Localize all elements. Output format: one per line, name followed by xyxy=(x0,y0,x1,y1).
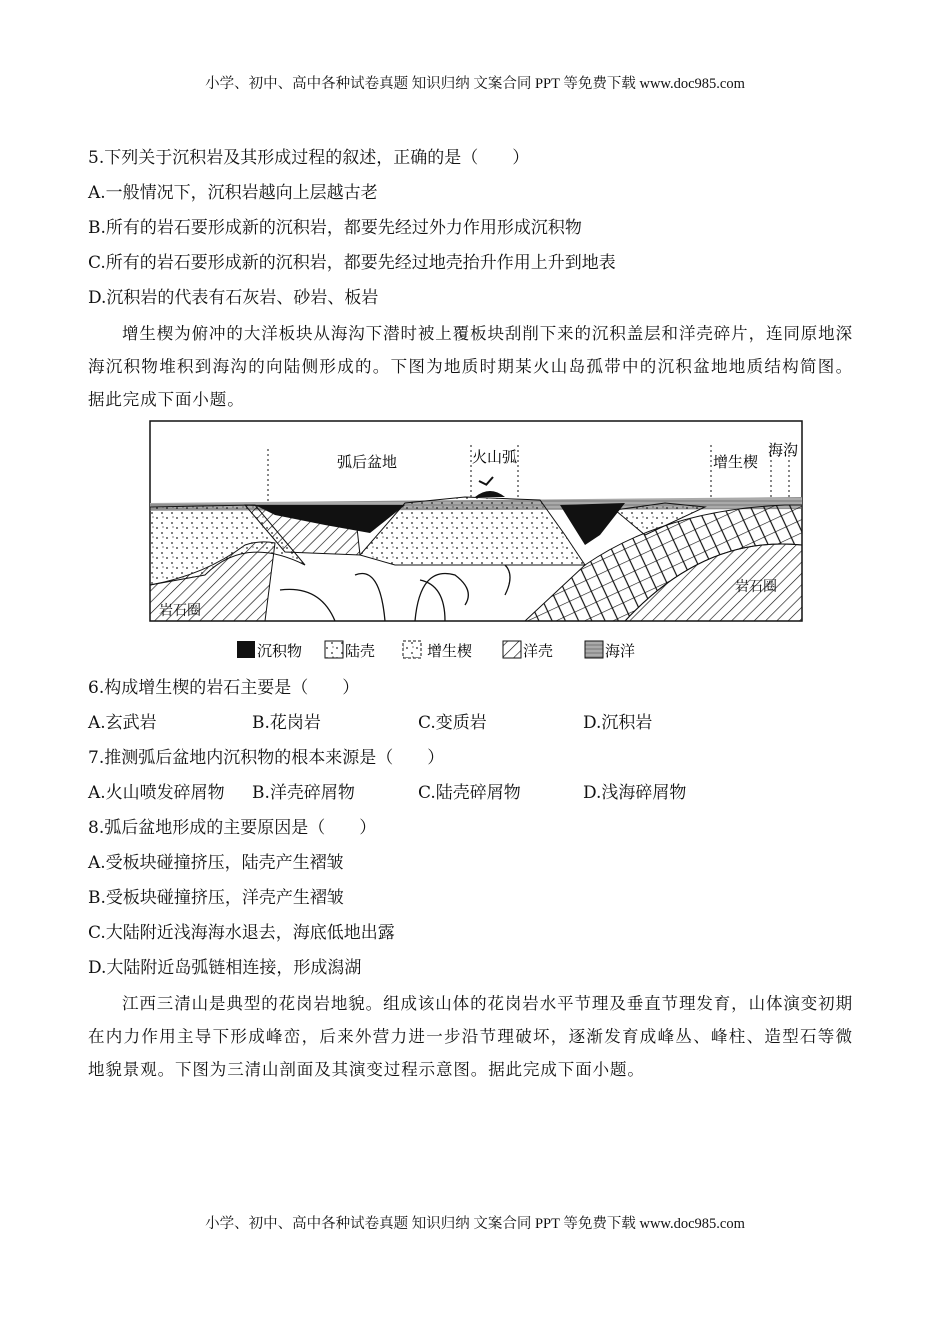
question-7-option-a: A.火山喷发碎屑物 xyxy=(88,783,225,803)
question-7-option-b: B.洋壳碎屑物 xyxy=(252,783,355,803)
question-6-option-c: C.变质岩 xyxy=(418,713,487,733)
question-6-option-a: A.玄武岩 xyxy=(88,713,157,733)
question-8-stem: 8.弧后盆地形成的主要原因是（ ） xyxy=(88,818,377,838)
label-lithosphere-left: 岩石圈 xyxy=(159,603,201,619)
label-back-arc-basin: 弧后盆地 xyxy=(337,453,398,471)
label-volcanic-arc: 火山弧 xyxy=(472,448,518,466)
question-8-option-a: A.受板块碰撞挤压，陆壳产生褶皱 xyxy=(88,853,344,873)
legend-sediment: 沉积物 xyxy=(257,642,303,660)
legend-accretionary-wedge: 增生楔 xyxy=(427,642,473,660)
question-8-option-b: B.受板块碰撞挤压，洋壳产生褶皱 xyxy=(88,888,344,908)
legend-oceanic-crust: 洋壳 xyxy=(523,642,554,660)
page-footer: 小学、初中、高中各种试卷真题 知识归纳 文案合同 PPT 等免费下载 www.doc985.com xyxy=(205,1216,745,1232)
question-6-option-b: B.花岗岩 xyxy=(252,713,321,733)
geologic-structure-figure xyxy=(145,415,810,665)
question-5-option-b: B.所有的岩石要形成新的沉积岩，都要先经过外力作用形成沉积物 xyxy=(88,218,582,238)
question-6-option-d: D.沉积岩 xyxy=(583,713,653,733)
label-accretionary-wedge: 增生楔 xyxy=(713,453,759,471)
question-7-stem: 7.推测弧后盆地内沉积物的根本来源是（ ） xyxy=(88,748,445,768)
legend-continental-crust: 陆壳 xyxy=(345,642,376,660)
passage-accretionary-wedge: 增生楔为俯冲的大洋板块从海沟下潜时被上覆板块刮削下来的沉积盖层和洋壳碎片，连同原地深海沉积物堆积到海沟的向陆侧形成的。下图为地质时期某火山岛孤带中的沉积盆地地质结构简图。据此完成下面小题。 xyxy=(88,324,853,409)
passage-sanqingshan: 江西三清山是典型的花岗岩地貌。组成该山体的花岗岩水平节理及垂直节理发育，山体演变初期在内力作用主导下形成峰峦，后来外营力进一步沿节理破坏，逐渐发育成峰丛、峰柱、造型石等微地貌景观。下图为三清山剖面及其演变过程示意图。据此完成下面小题。 xyxy=(88,994,853,1079)
question-5-option-d: D.沉积岩的代表有石灰岩、砂岩、板岩 xyxy=(88,288,379,308)
question-7-option-c: C.陆壳碎屑物 xyxy=(418,783,521,803)
label-trench: 海沟 xyxy=(768,441,799,459)
legend-ocean: 海洋 xyxy=(605,642,636,660)
question-6-stem: 6.构成增生楔的岩石主要是（ ） xyxy=(88,678,360,698)
question-5-option-c: C.所有的岩石要形成新的沉积岩，都要先经过地壳抬升作用上升到地表 xyxy=(88,253,616,273)
question-5-option-a: A.一般情况下，沉积岩越向上层越古老 xyxy=(88,183,378,203)
question-7-option-d: D.浅海碎屑物 xyxy=(583,783,687,803)
question-8-option-d: D.大陆附近岛弧链相连接，形成潟湖 xyxy=(88,958,362,978)
figure-legend xyxy=(237,641,635,660)
label-lithosphere-right: 岩石圈 xyxy=(735,579,777,595)
question-5-stem: 5.下列关于沉积岩及其形成过程的叙述，正确的是（ ） xyxy=(88,148,530,168)
page-header: 小学、初中、高中各种试卷真题 知识归纳 文案合同 PPT 等免费下载 www.doc985.com xyxy=(205,76,745,92)
question-8-option-c: C.大陆附近浅海海水退去，海底低地出露 xyxy=(88,923,395,943)
